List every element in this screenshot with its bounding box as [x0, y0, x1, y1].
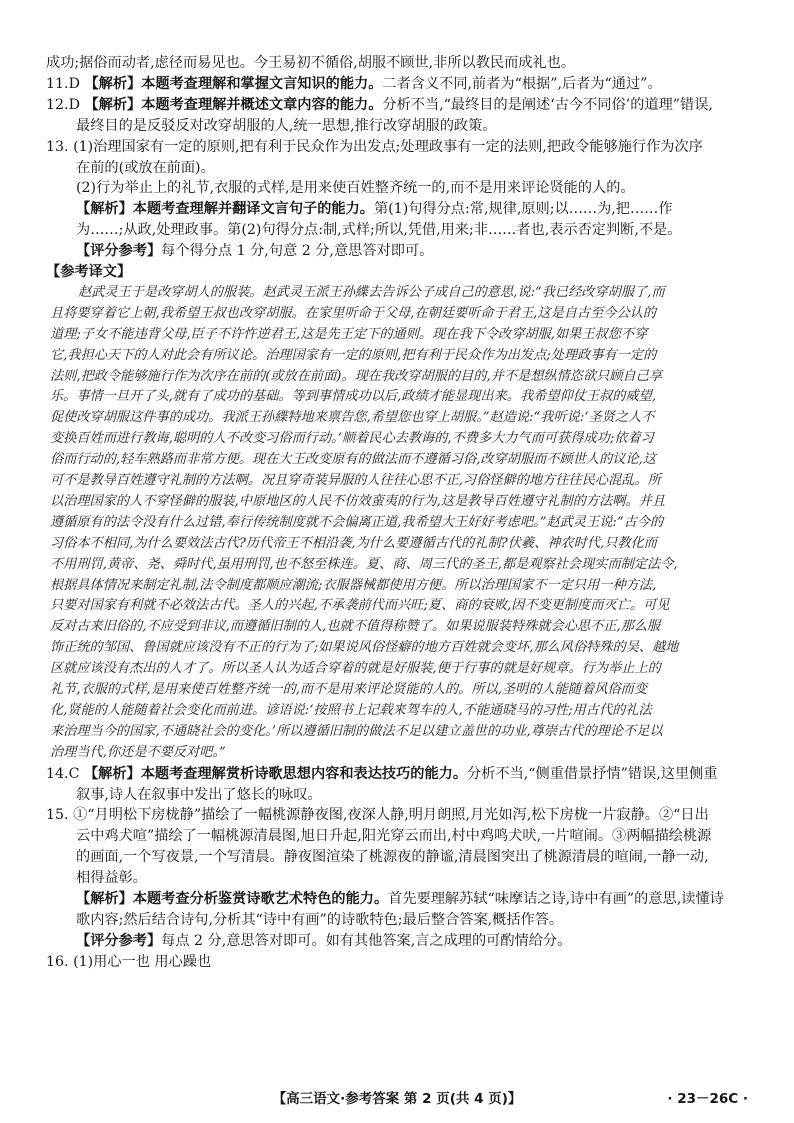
translation-line: 习俗本不相同,为什么要效法古代?历代帝王不相沿袭,为什么要遵循古代的礼制?伏羲、神农时代,只教化而 — [50, 535, 657, 551]
translation-line: 促使改穿胡服这件事的成功。我派王孙緤特地来禀告您,希望您也穿上胡服。”赵造说:“我听说:‘圣贤之人不 — [50, 410, 655, 426]
answer-text: 每点 2 分,意思答对即可。如有其他答案,言之成理的可酌情给分。 — [161, 932, 572, 949]
translation-line: 饰正统的邹国、鲁国就应该没有不正的行为了;如果说风俗怪癖的地方百姓就会变坏,那么风俗特殊的吴、越地 — [50, 640, 679, 656]
answer-line — [76, 868, 758, 888]
answer-text: 的画面,一个写夜景,一个写清晨。静夜图渲染了桃源夜的静谧,清晨图突出了桃源清晨的喧闹,一静一动, — [76, 849, 709, 866]
question-number: 14.C — [46, 765, 84, 782]
answer-text: 叙事,诗人在叙事中发出了悠长的咏叹。 — [76, 786, 322, 803]
question-number: 15. — [46, 807, 74, 824]
answer-text: 云中鸡犬喧”描绘了一幅桃源清晨图,旭日升起,阳光穿云而出,村中鸡鸣犬吠,一片喧闹。③两幅描绘桃源 — [76, 828, 712, 845]
answer-line — [46, 805, 758, 825]
translation-line: 可不是教导百姓遵守礼制的方法啊。况且穿奇装异服的人往往心思不正,习俗怪僻的地方往往民心混乱。所 — [50, 473, 661, 488]
question-number: 12.D — [46, 96, 85, 113]
translation-line: 以治理国家的人不穿怪僻的服装,中原地区的人民不仿效蛮夷的行为,这是教导百姓遵守礼制的方法啊。并且 — [50, 493, 666, 509]
answer-text: (1)用心一也 用心躁也 — [73, 953, 212, 970]
translation-line: 反对古来旧俗的,不应受到非议,而遵循旧制的人,也就不值得称赞了。如果说服装特殊就会心思不正,那么服 — [50, 619, 661, 635]
translation-line: 不用刑罚,黄帝、尧、舜时代,虽用刑罚,也不怒至株连。夏、商、周三代的圣王,都是观察社会现实而制定法令, — [50, 556, 678, 572]
translation-line: 道理;子女不能违背父母,臣子不许忤逆君王,这是先王定下的通则。现在我下令改穿胡服,如果王叔您不穿 — [50, 326, 648, 342]
answer-text: 成功;据俗而动者,虑径而易见也。今王易初不循俗,胡服不顾世,非所以教民而成礼也。 — [46, 55, 576, 71]
answer-text: (1)治理国家有一定的原则,把有利于民众作为出发点;处理政事有一定的法则,把政令能够施行作为次序 — [73, 138, 703, 155]
translation-line: 它,我担心天下的人对此会有所议论。治理国家有一定的原则,把有利于民众作为出发点;处理政事有一定的 — [50, 347, 657, 363]
answer-line — [46, 74, 758, 94]
analysis-label: 【评分参考】 — [76, 932, 162, 949]
answer-line — [76, 785, 758, 805]
answer-text: 歌内容;然后结合诗句,分析其“诗中有画”的诗歌特色;最后整合答案,概括作答。 — [76, 911, 564, 928]
translation-line: 根据具体情况来制定礼制,法令制度都顺应潮流;衣服器械都使用方便。所以治理国家不一定只用一种方法, — [50, 577, 657, 593]
translation-line: 区就应该没有杰出的人才了。所以圣人认为适合穿着的就是好服装,便于行事的就是好规章。行为举止上的 — [50, 661, 661, 677]
translation-line: 来治理当今的国家,不通晓社会的变化。’所以遵循旧制的做法不足以建立盖世的功业,尊崇古代的理论不足以 — [50, 723, 663, 739]
translation-line: 赵武灵王于是改穿胡人的服装。赵武灵王派王孙緤去告诉公子成自己的意思,说:“我已经改穿胡服了,而 — [78, 284, 665, 300]
answer-line — [76, 158, 758, 178]
answer-text: 在前的(或放在前面)。 — [76, 159, 215, 176]
analysis-label: 【解析】本题考查理解并概述文章内容的能力。 — [84, 96, 383, 113]
analysis-label: 【解析】本题考查理解并翻译文言句子的能力。 — [76, 201, 374, 218]
question-number: 16. — [46, 953, 74, 970]
answer-text: 第(1)句得分点:常,规律,原则;以……为,把……作 — [373, 201, 673, 218]
translation-line: 遵循原有的法令没有什么过错,奉行传统制度就不会偏离正道,我希望大王好好考虑吧。”赵武灵王说:“古今的 — [50, 514, 664, 530]
analysis-label: 【解析】本题考查理解赏析诗歌思想内容和表达技巧的能力。 — [83, 765, 468, 782]
answer-line — [76, 220, 758, 240]
footer-title: 【高三语文·参考答案 第 2 页(共 4 页)】 — [272, 1091, 522, 1107]
answer-line — [46, 764, 758, 784]
question-number: 13. — [46, 138, 74, 155]
answer-line — [76, 910, 758, 930]
answer-line — [46, 137, 758, 157]
answer-text: 首先要理解苏轼“味摩诘之诗,诗中有画”的意思,读懂诗 — [388, 891, 724, 907]
answer-line — [76, 826, 758, 846]
answer-text: (2)行为举止上的礼节,衣服的式样,是用来使百姓整齐统一的,而不是用来评论贤能的人的。 — [76, 180, 635, 197]
answer-line — [46, 95, 758, 115]
answer-line — [76, 931, 758, 951]
translation-line: 法则,把政令能够施行作为次序在前的(或放在前面)。现在我改穿胡服的目的,并不是想纵情恣欲只顾自己享 — [50, 368, 663, 384]
answer-line — [46, 952, 758, 972]
answer-text: 分析不当,“最终目的是阐述‘古今不同俗’的道理”错误, — [382, 96, 713, 113]
answer-line — [76, 178, 758, 198]
answer-line — [76, 241, 758, 261]
translation-line: 化,贤能的人能随着社会变化而前进。谚语说:‘按照书上记载来驾车的人,不能通晓马的习性;用古代的礼法 — [50, 702, 652, 718]
analysis-label: 【解析】本题考查分析鉴赏诗歌艺术特色的能力。 — [76, 891, 389, 907]
answer-text: 相得益彰。 — [76, 870, 147, 887]
answer-line — [76, 116, 758, 136]
footer-code: · 23－26C · — [667, 1091, 748, 1107]
analysis-label: 【解析】本题考查理解和掌握文言知识的能力。 — [84, 75, 383, 92]
translation-line: 治理当代,你还是不要反对吧。” — [50, 744, 226, 760]
answer-line — [76, 847, 758, 867]
translation-heading: 【参考译文】 — [46, 264, 132, 280]
answer-text: 每个得分点 1 分,句意 2 分,意思答对即可。 — [161, 243, 434, 260]
answer-text: 为……;从政,处理政事。第(2)句得分点:制,式样;所以,凭借,用来;非……者也,表示否定判断,不是。 — [76, 222, 682, 239]
answer-line — [46, 53, 758, 73]
translation-line: 变换百姓而进行教诲,聪明的人不改变习俗而行动。’顺着民心去教诲的,不费多大力气而可获得成功;依着习 — [50, 431, 654, 447]
translation-line: 乐。事情一旦开了头,就有了成功的基础。等到事情成功以后,政绩才能显现出来。我希望仰仗王叔的威望, — [50, 389, 657, 405]
answer-text: ①“月明松下房栊静”描绘了一幅桃源静夜图,夜深人静,明月朗照,月光如泻,松下房栊一片寂静。②“日出 — [73, 807, 709, 824]
translation-line: 礼节,衣服的式样,是用来使百姓整齐统一的,而不是用来评论贤能的人的。所以,圣明的人能随着风俗而变 — [50, 682, 648, 697]
answer-line — [76, 199, 758, 219]
answer-text: 最终目的是反驳反对改穿胡服的人,统一思想,推行改穿胡服的政策。 — [76, 117, 497, 134]
question-number: 11.D — [46, 75, 85, 92]
translation-line: 且将要穿着它上朝,我希望王叔也改穿胡服。在家里听命于父母,在朝廷要听命于君王,这是自古至今公认的 — [50, 305, 657, 321]
answer-text: 二者含义不同,前者为“根据”,后者为“通过”。 — [382, 75, 662, 92]
page-footer — [0, 1087, 794, 1109]
answer-text: 分析不当,“侧重借景抒情”错误,这里侧重 — [467, 765, 718, 782]
translation-line: 俗而行动的,轻车熟路而非常方便。现在大王改变原有的做法而不遵循习俗,改穿胡服而不顾世人的议论,这 — [50, 452, 657, 468]
translation-line: 只要对国家有利就不必效法古代。圣人的兴起,不承袭前代而兴旺;夏、商的衰败,因不变更制度而灭亡。可见 — [50, 598, 670, 614]
answer-line — [76, 889, 758, 909]
analysis-label: 【评分参考】 — [76, 243, 162, 260]
